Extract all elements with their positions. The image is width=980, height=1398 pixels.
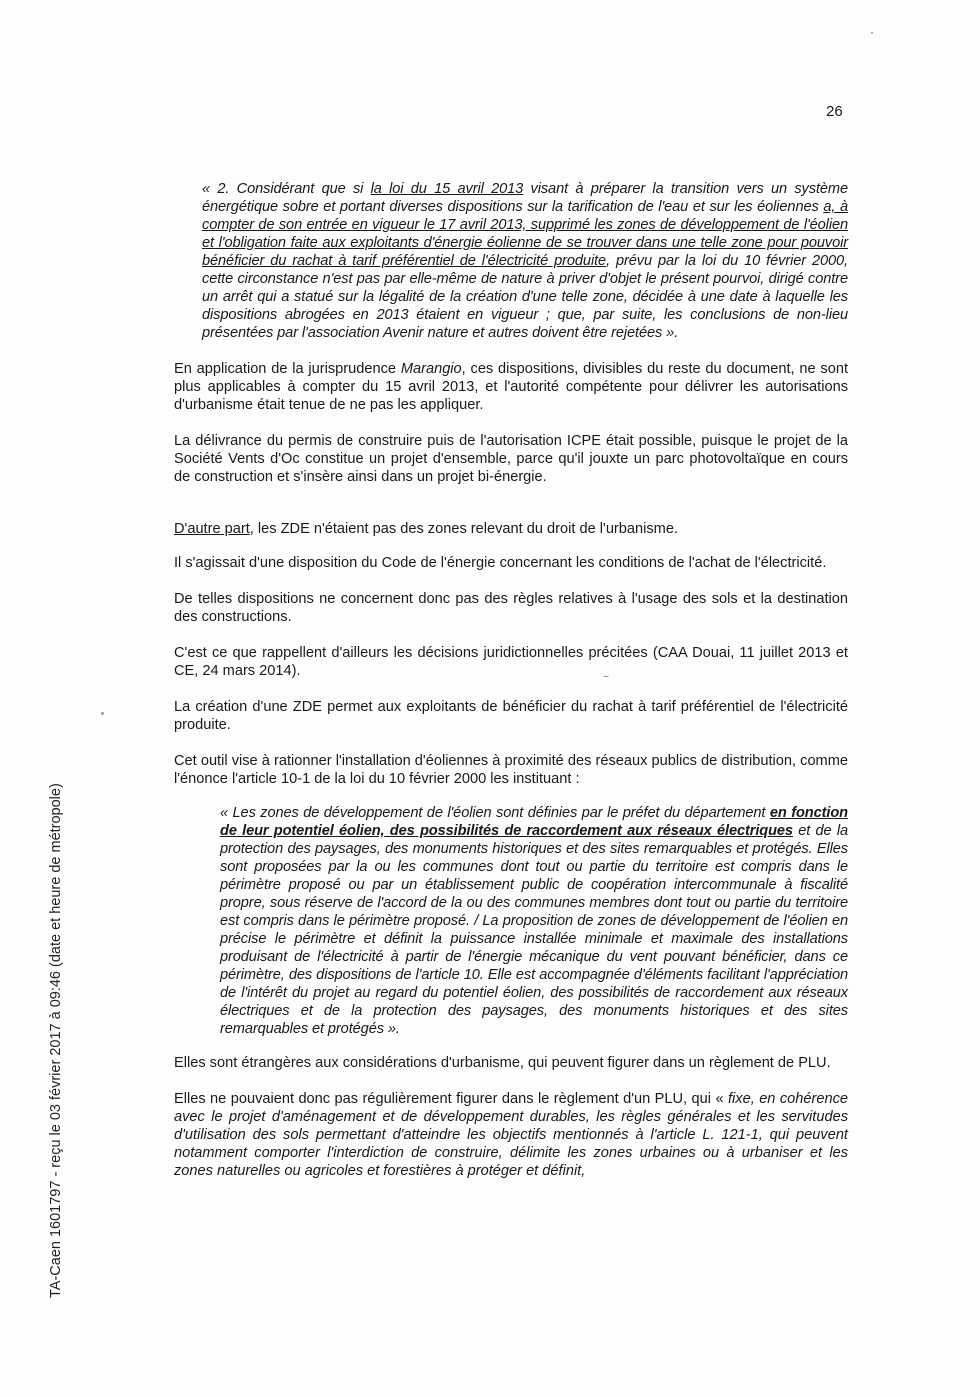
scan-speck <box>871 32 873 34</box>
quotation-conseil-etat: « 2. Considérant que si la loi du 15 avril 2013 visant à préparer la transition vers un système énergétique sobre et portant diverses dispositions sur la tarification de l'eau et sur les éoliennes a, à compter de son entrée en vigueur le 17 avril 2013, supprimé les zones de développement de l'éolien et l'obligation faite aux exploitants d'énergie éolienne de se trouver dans une telle zone pour pouvoir bénéficier du rachat à tarif préférentiel de l'électricité produite, prévu par la loi du 10 février 2000, cette circonstance n'est pas par elle-même de nature à priver d'objet le présent pourvoi, dirigé contre un arrêt qui a statué sur la légalité de la création d'une telle zone, décidée à une date à laquelle les dispositions abrogées en 2013 étaient en vigueur ; que, par suite, les conclusions de non-lieu présentées par l'association Avenir nature et autres doivent être rejetées ». <box>202 181 848 341</box>
document-body <box>174 180 848 1180</box>
paragraph-etrangeres: Elles sont étrangères aux considérations d'urbanisme, qui peuvent figurer dans un règlement de PLU. <box>174 1055 831 1071</box>
paragraph-reglement-plu: Elles ne pouvaient donc pas régulièrement figurer dans le règlement d'un PLU, qui « fixe, en cohérence avec le projet d'aménagement et de développement durables, les règles générales et les servitudes d'utilisation des sols permettant d'atteindre les objectifs mentionnés à l'article L. 121-1, qui peuvent notamment comporter l'interdiction de construire, délimite les zones urbaines ou à urbaniser et les zones naturelles ou agricoles et forestières à protéger et définit, <box>174 1091 849 1179</box>
paragraph-outil: Cet outil vise à rationner l'installation d'éoliennes à proximité des réseaux publics de distribution, comme l'énonce l'article 10-1 de la loi du 10 février 2000 les instituant : <box>174 753 848 787</box>
quotation-article-10-1: « Les zones de développement de l'éolien sont définies par le préfet du département en fonction de leur potentiel éolien, des possibilités de raccordement aux réseaux électriques et de la protection des paysages, des monuments historiques et des sites remarquables et protégés. Elles sont proposées par la ou les communes dont tout ou partie du territoire est compris dans le périmètre proposé ou par un établissement public de coopération intercommunale à fiscalité propre, sous réserve de l'accord de la ou des communes membres dont tout ou partie du territoire est compris dans le périmètre proposé. / La proposition de zones de développement de l'éolien en précise le périmètre et définit la puissance installée minimale et maximale des installations produisant de l'électricité à partir de l'énergie mécanique du vent pouvant bénéficier, dans ce périmètre, des dispositions de l'article 10. Elle est accompagnée d'éléments facilitant l'appréciation de l'intérêt du projet au regard du potentiel éolien, des possibilités de raccordement aux réseaux électriques et de la protection des paysages, des monuments historiques et des sites remarquables et protégés ». <box>220 805 848 1037</box>
paragraph-marangio: En application de la jurisprudence Marangio, ces dispositions, divisibles du reste du document, ne sont plus applicables à compter du 15 avril 2013, et l'autorité compétente pour délivrer les autorisations d'urbanisme était tenue de ne pas les appliquer. <box>174 361 848 413</box>
paragraph-code-energie: Il s'agissait d'une disposition du Code de l'énergie concernant les conditions de l'achat de l'électricité. <box>174 555 827 571</box>
paragraph-zde: D'autre part, les ZDE n'étaient pas des zones relevant du droit de l'urbanisme. <box>174 521 679 537</box>
paragraph-creation-zde: La création d'une ZDE permet aux exploitants de bénéficier du rachat à tarif préférentiel de l'électricité produite. <box>174 699 848 733</box>
reception-stamp: TA-Caen 1601797 - reçu le 03 février 2017 à 09:46 (date et heure de métropole) <box>48 783 64 1298</box>
page-number: 26 <box>826 103 843 120</box>
paragraph-decisions: C'est ce que rappellent d'ailleurs les décisions juridictionnelles précitées (CAA Douai, 11 juillet 2013 et CE, 24 mars 2014). <box>174 645 848 679</box>
paragraph-permis: La délivrance du permis de construire puis de l'autorisation ICPE était possible, puisque le projet de la Société Vents d'Oc constitue un projet d'ensemble, parce qu'il jouxte un parc photovoltaïque en cours de construction et s'insère ainsi dans un projet bi-énergie. <box>174 433 848 485</box>
paragraph-regles: De telles dispositions ne concernent donc pas des règles relatives à l'usage des sols et la destination des constructions. <box>174 591 848 625</box>
scan-speck <box>101 712 104 715</box>
